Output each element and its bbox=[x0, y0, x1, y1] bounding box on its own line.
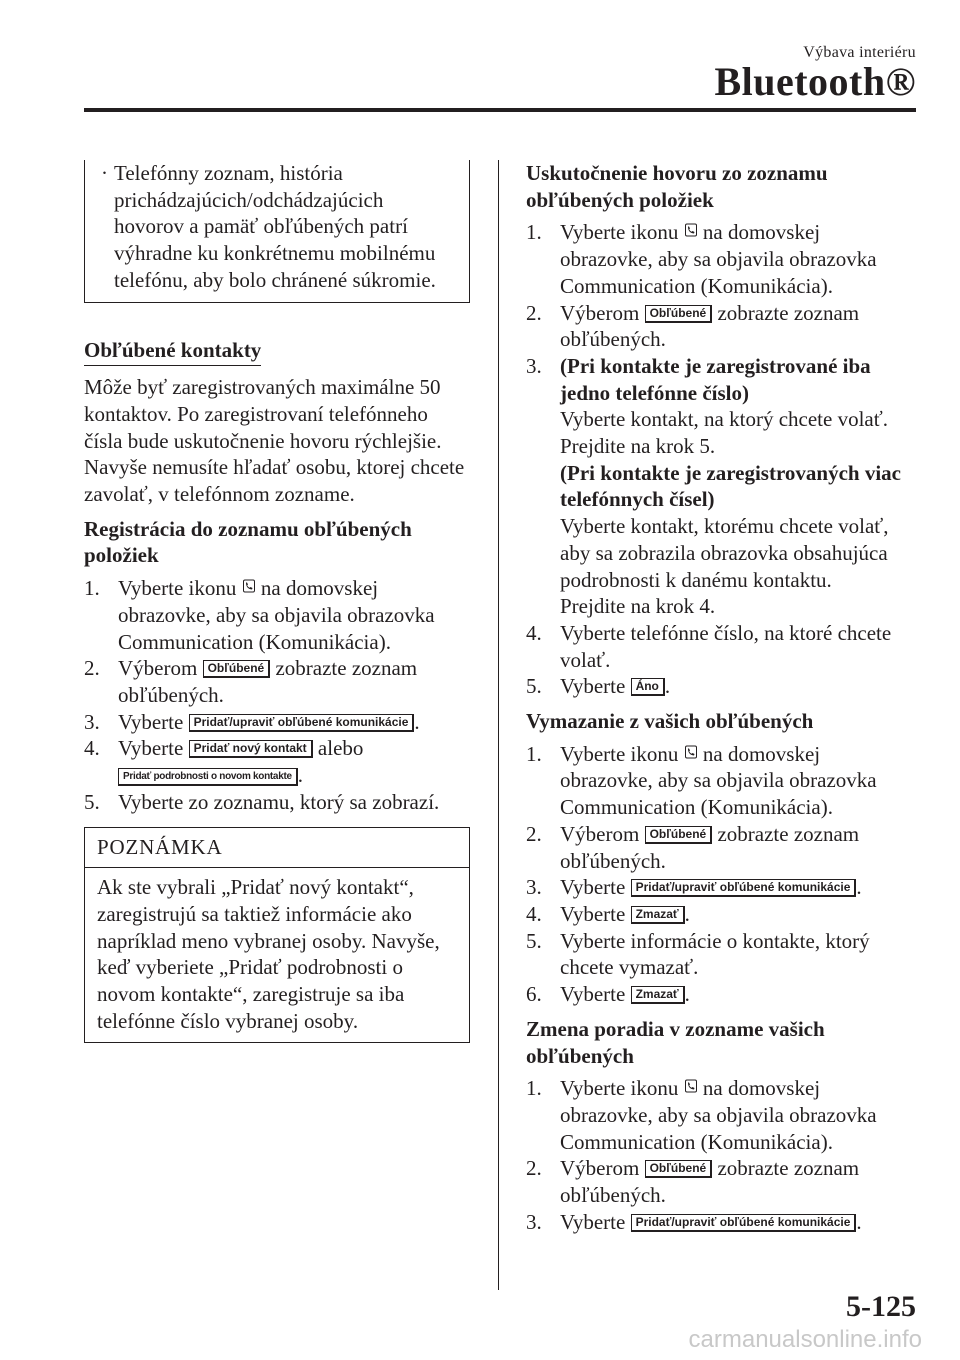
note-heading: POZNÁMKA bbox=[85, 828, 469, 868]
edit-favorites-button[interactable]: Pridať/upraviť obľúbené komunikácie bbox=[189, 714, 415, 732]
step-text: Výberom bbox=[560, 300, 640, 325]
delete-step-4 bbox=[526, 901, 916, 928]
left-column bbox=[84, 160, 470, 1043]
step-text: na domovskej obrazovke, aby sa objavila obrazovka Communication (Komunikácia). bbox=[560, 1076, 877, 1154]
step-number: 5. bbox=[526, 674, 542, 699]
step-number: 2. bbox=[84, 656, 100, 681]
step-text: Prejdite na krok 5. bbox=[560, 434, 716, 459]
reg-step-3 bbox=[84, 709, 470, 736]
step-text: Výberom bbox=[560, 821, 640, 846]
condition-multiple-numbers: (Pri kontakte je zaregistrovaných viac telefónnych čísel) bbox=[560, 460, 901, 512]
bullet-note-box bbox=[84, 160, 470, 303]
delete-button[interactable]: Zmazať bbox=[631, 986, 685, 1004]
step-text: . bbox=[684, 901, 690, 926]
edit-favorites-button[interactable]: Pridať/upraviť obľúbené komunikácie bbox=[631, 879, 857, 897]
column-divider bbox=[498, 160, 499, 1290]
call-step-4 bbox=[526, 620, 916, 673]
phone-icon bbox=[684, 745, 698, 759]
favorites-button[interactable]: Obľúbené bbox=[645, 305, 713, 323]
step-text: Výberom bbox=[560, 1156, 640, 1181]
step-number: 2. bbox=[526, 1156, 542, 1181]
step-number: 3. bbox=[526, 1209, 542, 1234]
delete-step-5 bbox=[526, 928, 916, 981]
step-text: Prejdite na krok 4. bbox=[560, 594, 716, 619]
condition-single-number: (Pri kontakte je zaregistrované iba jedno telefónne číslo) bbox=[560, 353, 871, 405]
delete-step-2 bbox=[526, 821, 916, 874]
favorites-button[interactable]: Obľúbené bbox=[203, 660, 271, 678]
step-number: 5. bbox=[526, 928, 542, 953]
step-number: 2. bbox=[526, 300, 542, 325]
reg-step-5 bbox=[84, 789, 470, 816]
step-text: zobrazte zoznam obľúbených. bbox=[560, 300, 860, 352]
step-text: . bbox=[414, 709, 420, 734]
step-text: zobrazte zoznam obľúbených. bbox=[560, 821, 860, 873]
bullet-text: Telefónny zoznam, história prichádzajúcich/odchádzajúcich hovorov a pamäť obľúbených patrí výhradne ku konkrétnemu mobilnému telefónu, aby bolo chránené súkromie. bbox=[114, 161, 436, 292]
step-text: alebo bbox=[317, 736, 364, 761]
delete-button[interactable]: Zmazať bbox=[631, 906, 685, 924]
reg-step-2 bbox=[84, 655, 470, 708]
step-text: Vyberte kontakt, na ktorý chcete volať. bbox=[560, 407, 888, 432]
step-number: 1. bbox=[84, 576, 100, 601]
step-text: . bbox=[856, 875, 862, 900]
phone-icon bbox=[684, 1079, 698, 1093]
step-text: Vyberte bbox=[560, 982, 626, 1007]
header-section-label: Výbava interiéru bbox=[803, 44, 916, 61]
step-number: 2. bbox=[526, 821, 542, 846]
step-text: Vyberte zo zoznamu, ktorý sa zobrazí. bbox=[118, 789, 440, 814]
step-text: . bbox=[664, 674, 671, 699]
subsection-title-registration: Registrácia do zoznamu obľúbených položiek bbox=[84, 516, 412, 568]
page-title: Bluetooth® bbox=[714, 59, 916, 104]
step-text: Vyberte informácie o kontakte, ktorý chcete vymazať. bbox=[560, 928, 870, 980]
call-step-1 bbox=[526, 219, 916, 299]
step-number: 4. bbox=[526, 620, 542, 645]
favorites-intro: Môže byť zaregistrovaných maximálne 50 kontaktov. Po zaregistrovaní telefónneho čísla bude uskutočnenie hovoru rýchlejšie. Navyše nemusíte hľadať osobu, ktorej chcete zavolať, v telefónnom zozname. bbox=[84, 375, 465, 507]
step-text: Vyberte kontakt, ktorému chcete volať, aby sa zobrazila obrazovka obsahujúca podrobnosti k danému kontaktu. bbox=[560, 514, 889, 592]
step-text: Vyberte bbox=[560, 674, 626, 699]
step-text: na domovskej obrazovke, aby sa objavila obrazovka Communication (Komunikácia). bbox=[560, 220, 877, 298]
order-step-1 bbox=[526, 1075, 916, 1155]
watermark: carmanualsonline.info bbox=[688, 1326, 922, 1353]
subsection-title-delete: Vymazanie z vašich obľúbených bbox=[526, 709, 814, 734]
favorites-button[interactable]: Obľúbené bbox=[645, 826, 713, 844]
step-text: Vyberte bbox=[560, 1209, 626, 1234]
delete-step-6 bbox=[526, 981, 916, 1008]
favorites-button[interactable]: Obľúbené bbox=[645, 1160, 713, 1178]
header-rule bbox=[84, 108, 916, 112]
step-text: Vyberte ikonu bbox=[118, 576, 237, 601]
note-body: Ak ste vybrali „Pridať nový kontakt“, zaregistrujú sa taktiež informácie ako napríklad meno vybranej osoby. Navyše, keď vyberiete „Pridať podrobnosti o novom kontakte“, zaregistruje sa iba telefónne číslo vybranej osoby. bbox=[97, 875, 440, 1033]
step-text: zobrazte zoznam obľúbených. bbox=[560, 1156, 860, 1208]
note-box bbox=[84, 827, 470, 1043]
step-number: 4. bbox=[84, 736, 100, 761]
call-step-5 bbox=[526, 673, 916, 700]
step-text: na domovskej obrazovke, aby sa objavila obrazovka Communication (Komunikácia). bbox=[560, 741, 877, 820]
step-text: Vyberte bbox=[560, 875, 626, 900]
order-step-2 bbox=[526, 1155, 916, 1208]
step-text: Vyberte bbox=[118, 709, 184, 734]
reg-step-4 bbox=[84, 735, 470, 788]
step-number: 3. bbox=[526, 875, 542, 900]
order-step-3 bbox=[526, 1209, 916, 1236]
edit-favorites-button[interactable]: Pridať/upraviť obľúbené komunikácie bbox=[631, 1214, 857, 1232]
yes-button[interactable]: Áno bbox=[631, 678, 665, 696]
step-text: . bbox=[856, 1209, 862, 1234]
step-text: Vyberte telefónne číslo, na ktoré chcete volať. bbox=[560, 620, 892, 672]
delete-step-3 bbox=[526, 874, 916, 901]
step-text: Vyberte ikonu bbox=[560, 1076, 679, 1101]
right-column bbox=[526, 160, 916, 1235]
step-text: zobrazte zoznam obľúbených. bbox=[118, 656, 418, 707]
step-number: 3. bbox=[526, 353, 542, 378]
subsection-title-reorder: Zmena poradia v zozname vašich obľúbených bbox=[526, 1016, 825, 1068]
step-text: na domovskej obrazovke, aby sa objavila obrazovka Communication (Komunikácia). bbox=[118, 576, 435, 654]
step-number: 1. bbox=[526, 1076, 542, 1101]
add-contact-details-button[interactable]: Pridať podrobnosti o novom kontakte bbox=[118, 768, 298, 786]
phone-icon bbox=[242, 579, 256, 593]
step-text: . bbox=[684, 982, 690, 1007]
step-text: Vyberte bbox=[118, 736, 184, 761]
step-text: . bbox=[297, 763, 303, 788]
step-text: Vyberte bbox=[560, 901, 626, 926]
step-number: 5. bbox=[84, 789, 100, 814]
add-new-contact-button[interactable]: Pridať nový kontakt bbox=[189, 740, 313, 758]
step-number: 4. bbox=[526, 901, 542, 926]
call-step-3 bbox=[526, 353, 916, 620]
delete-step-1 bbox=[526, 741, 916, 821]
bullet-dot-icon: · bbox=[101, 161, 108, 185]
step-text: Výberom bbox=[118, 656, 198, 681]
step-number: 1. bbox=[526, 741, 542, 766]
step-number: 1. bbox=[526, 220, 542, 245]
section-title-favorites: Obľúbené kontakty bbox=[84, 337, 261, 367]
step-text: Vyberte ikonu bbox=[560, 741, 679, 766]
page-number: 5-125 bbox=[846, 1290, 916, 1323]
phone-icon bbox=[684, 223, 698, 237]
reg-step-1 bbox=[84, 575, 470, 655]
step-number: 3. bbox=[84, 709, 100, 734]
step-number: 6. bbox=[526, 982, 542, 1007]
call-step-2 bbox=[526, 300, 916, 353]
step-text: Vyberte ikonu bbox=[560, 220, 679, 245]
subsection-title-call: Uskutočnenie hovoru zo zoznamu obľúbených položiek bbox=[526, 161, 828, 212]
